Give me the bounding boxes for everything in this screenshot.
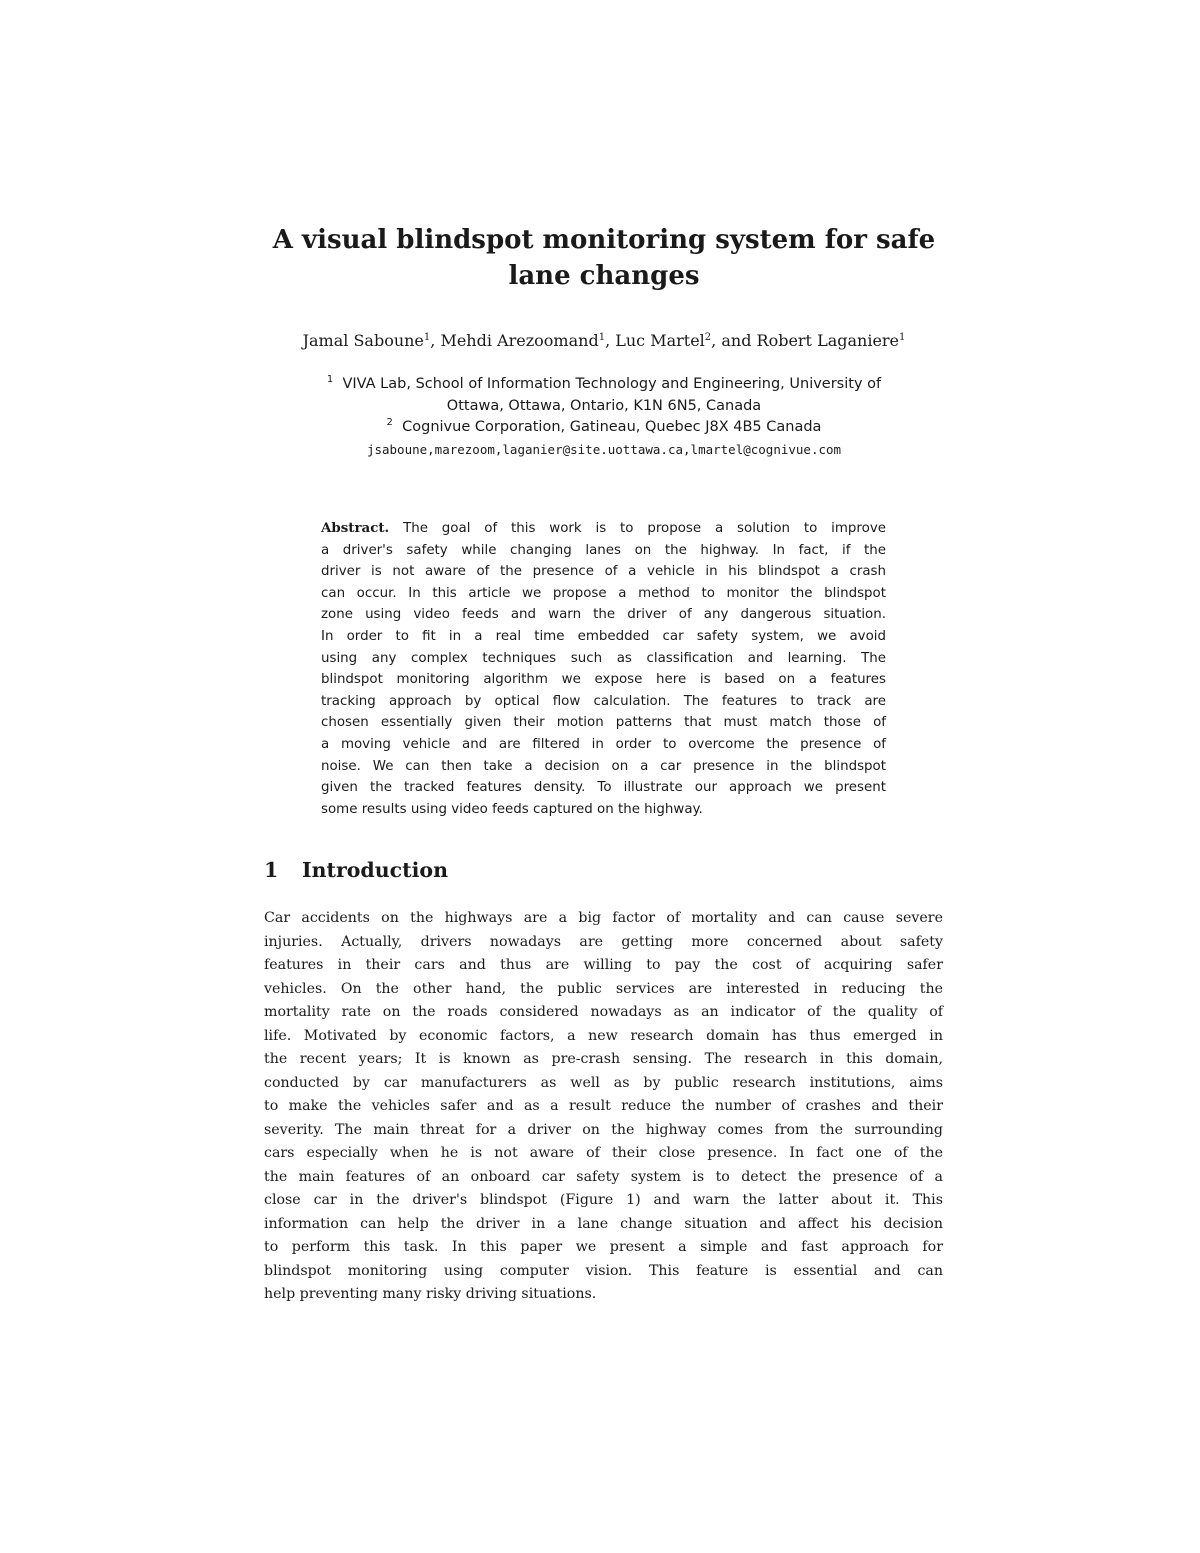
author-name: Luc Martel [615, 331, 705, 350]
body-line: Car accidents on the highways are a big factor of mortality and can cause severe [264, 910, 943, 926]
body-line: help preventing many risky driving situations. [264, 1286, 597, 1302]
abstract-line-text: The goal of this work is to propose a solution to improve [403, 521, 886, 536]
body-line: features in their cars and thus are willing to pay the cost of acquiring safer [264, 957, 943, 973]
abstract-line: chosen essentially given their motion patterns that must match those of [321, 715, 886, 731]
author-separator: , [430, 331, 441, 350]
body-line: injuries. Actually, drivers nowadays are getting more concerned about safety [264, 933, 943, 950]
affiliation-mark: 2 [386, 417, 393, 428]
abstract-line: noise. We can then take a decision on a car presence in the blindspot [321, 758, 886, 774]
body-line: to perform this task. In this paper we present a simple and fast approach for [264, 1239, 943, 1255]
author-list [200, 330, 1008, 352]
body-line: the main features of an onboard car safety system is to detect the presence of a [264, 1168, 943, 1185]
section-title: Introduction [302, 858, 448, 882]
abstract-line: a driver's safety while changing lanes on the highway. In fact, if the [321, 542, 886, 558]
abstract-line: blindspot monitoring algorithm we expose here is based on a features [321, 672, 886, 688]
affiliation-1-line2: Ottawa, Ottawa, Ontario, K1N 6N5, Canada [446, 397, 762, 414]
affiliation-mark: 2 [704, 332, 712, 343]
body-line: life. Motivated by economic factors, a new research domain has thus emerged in [264, 1027, 943, 1044]
body-line: vehicles. On the other hand, the public services are interested in reducing the [264, 980, 943, 997]
abstract-line: some results using video feeds captured on the highway. [321, 801, 703, 817]
body-line: information can help the driver in a lane change situation and affect his decision [264, 1215, 943, 1232]
abstract-label: Abstract. [321, 520, 390, 536]
title-line: A visual blindspot monitoring system for safe [272, 225, 936, 255]
email-addresses: jsaboune,marezoom,laganier@site.uottawa.ca,lmartel@cognivue.com [366, 441, 842, 457]
section-heading [264, 855, 448, 885]
introduction-paragraph [264, 907, 943, 1307]
affiliation-2 [240, 417, 968, 439]
title-line: lane changes [508, 261, 700, 291]
affiliation-mark: 1 [899, 332, 906, 343]
affiliations [240, 374, 968, 460]
abstract-line: driver is not aware of the presence of a vehicle in his blindspot a crash [321, 564, 886, 580]
body-line: mortality rate on the roads considered nowadays as an indicator of the quality of [264, 1004, 943, 1020]
author-name: Jamal Saboune [302, 331, 424, 350]
author-separator: , [605, 331, 616, 350]
body-line: cars especially when he is not aware of their close presence. In fact one of the [264, 1145, 943, 1161]
affiliation-1 [240, 374, 968, 396]
body-line: the recent years; It is known as pre-crash sensing. The research in this domain, [264, 1051, 943, 1067]
abstract-line: zone using video feeds and warn the driver of any dangerous situation. [321, 607, 886, 623]
body-line: severity. The main threat for a driver on the highway comes from the surrounding [264, 1121, 943, 1138]
affiliation-2-line1: Cognivue Corporation, Gatineau, Quebec J8X 4B5 Canada [402, 419, 822, 435]
affiliation-mark: 1 [423, 332, 431, 343]
body-line: blindspot monitoring using computer vision. This feature is essential and can [264, 1262, 943, 1279]
abstract [321, 518, 886, 820]
abstract-line: tracking approach by optical flow calculation. The features to track are [321, 693, 886, 709]
abstract-line: using any complex techniques such as classification and learning. The [321, 650, 886, 666]
abstract-line: In order to fit in a real time embedded car safety system, we avoid [321, 628, 886, 644]
section-number: 1 [264, 858, 279, 882]
abstract-line: a moving vehicle and are filtered in order to overcome the presence of [321, 736, 886, 752]
affiliation-mark: 1 [598, 332, 606, 343]
paper-title [240, 222, 968, 294]
body-line: conducted by car manufacturers as well as by public research institutions, aims [264, 1074, 943, 1091]
affiliation-1-line1: VIVA Lab, School of Information Technology and Engineering, University of [342, 376, 882, 392]
body-line: close car in the driver's blindspot (Figure 1) and warn the latter about it. This [264, 1192, 943, 1208]
body-line: to make the vehicles safer and as a result reduce the number of crashes and their [264, 1098, 943, 1114]
author-name: Mehdi Arezoomand [440, 331, 599, 350]
author-separator: , and [711, 331, 757, 350]
abstract-line: can occur. In this article we propose a method to monitor the blindspot [321, 585, 886, 601]
abstract-line [321, 518, 886, 540]
affiliation-mark: 1 [326, 374, 334, 385]
author-name: Robert Laganiere [756, 331, 900, 350]
abstract-line: given the tracked features density. To illustrate our approach we present [321, 780, 886, 796]
